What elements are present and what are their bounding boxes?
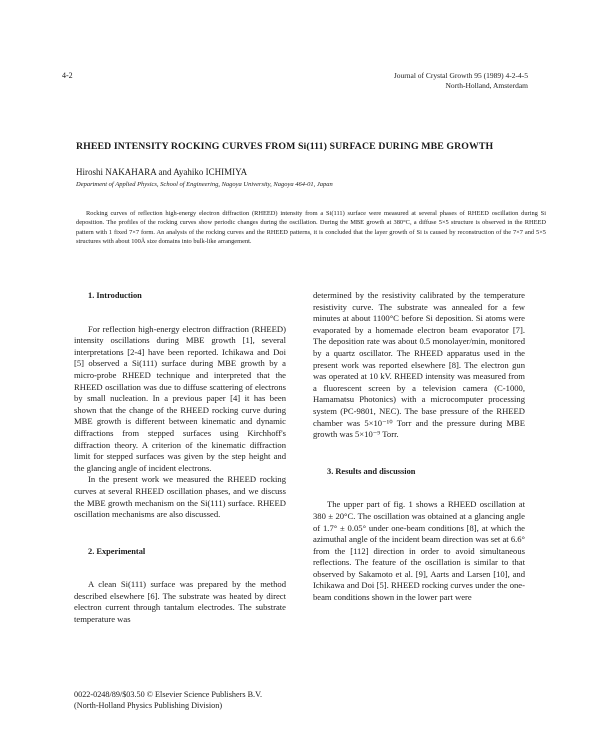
- experimental-heading: 2. Experimental: [88, 546, 146, 556]
- left-column: [74, 290, 286, 626]
- right-column: [313, 290, 525, 604]
- experimental-paragraph-2: determined by the resistivity calibrated by the temperature resistivity curve. The substrate was annealed for a few minutes at about 1100°C before Si deposition. Si atoms were evaporated by a homemade electron beam evaporator [7]. The deposition rate was about 0.5 monolayer/min, monitored by a quartz oscillator. The RHEED apparatus used in the present work was reported elsewhere [8]. The electron gun was operated at 10 kV. RHEED intensity was measured from a fluorescent screen by a television camera (C-1000, Hamamatsu Photonics) with a microcomputer processing system (PC-9801, NEC). The base pressure of the RHEED chamber was 5×10⁻¹⁰ Torr and the pressure during MBE growth was 5×10⁻⁹ Torr.: [313, 290, 525, 440]
- affiliation: Department of Applied Physics, School of Engineering, Nagoya University, Nagoya 464-01, Japan: [76, 181, 333, 188]
- results-paragraph-1: The upper part of fig. 1 shows a RHEED oscillation at 380 ± 20°C. The oscillation was obtained at a glancing angle of 1.7° ± 0.05° under one-beam conditions [8], at which the azimuthal angle of the incident beam direction was set at 6.6° from the [112] direction in order to avoid simultaneous reflections. The feature of the oscillation is similar to that observed by Sakamoto et al. [9], Aarts and Larsen [10], and Ichikawa and Doi [5]. RHEED rocking curves under the one-beam conditions shown in the lower part were: [313, 499, 525, 603]
- page-number: 4-2: [62, 71, 73, 80]
- publisher-location: North-Holland, Amsterdam: [445, 81, 528, 90]
- introduction-paragraph-2: In the present work we measured the RHEED rocking curves at several RHEED oscillation phases, and we discuss the MBE growth mechanism on the Si(111) surface. RHEED oscillation mechanisms are also discussed.: [74, 474, 286, 520]
- abstract: Rocking curves of reflection high-energy electron diffraction (RHEED) intensity from a Si(111) surface were measured at several phases of RHEED oscillation during Si deposition. The profiles of the rocking curves show periodic changes during the oscillation. During the MBE growth at 380°C, a diffuse 5×5 structure is observed in the RHEED pattern with 1 fixed 7×7 form. An analysis of the rocking curves and the RHEED patterns, it is concluded that the layer growth of Si is caused by reconstruction of the 7×7 and 5×5 structures with about 100Å size domains into bulk-like arrangement.: [76, 210, 546, 245]
- experimental-paragraph-1: A clean Si(111) surface was prepared by the method described elsewhere [6]. The substrate was heated by direct electron current through tantalum electrodes. The substrate temperature was: [74, 579, 286, 625]
- introduction-paragraph-1: For reflection high-energy electron diffraction (RHEED) intensity oscillations during MBE growth [1], several interpretations [2-4] have been reported. Ichikawa and Doi [5] observed a Si(111) surface during MBE growth by a micro-probe RHEED technique and interpreted that the RHEED oscillation was due to diffuse scattering of electrons by small nucleation. In a previous paper [4] it has been shown that the change of the RHEED rocking curve during MBE growth is different between kinematic and dynamic diffractions from stepped surfaces using Kirchhoff's diffraction theory. A criterion of the kinematic diffraction limit for stepped surfaces was given by the step height and the glancing angle of incident electrons.: [74, 323, 286, 473]
- author-list: Hiroshi NAKAHARA and Ayahiko ICHIMIYA: [76, 167, 248, 177]
- publisher-division: (North-Holland Physics Publishing Division): [74, 701, 223, 711]
- introduction-heading: 1. Introduction: [88, 291, 142, 300]
- journal-reference: [394, 71, 528, 91]
- copyright-line: 0022-0248/89/$03.50 © Elsevier Science Publishers B.V.: [74, 690, 262, 699]
- paper-title: RHEED INTENSITY ROCKING CURVES FROM Si(111) SURFACE DURING MBE GROWTH: [76, 141, 494, 152]
- journal-citation: Journal of Crystal Growth 95 (1989) 4-2-4-5: [393, 71, 528, 80]
- results-heading: 3. Results and discussion: [327, 466, 416, 476]
- copyright-footer: [74, 689, 262, 711]
